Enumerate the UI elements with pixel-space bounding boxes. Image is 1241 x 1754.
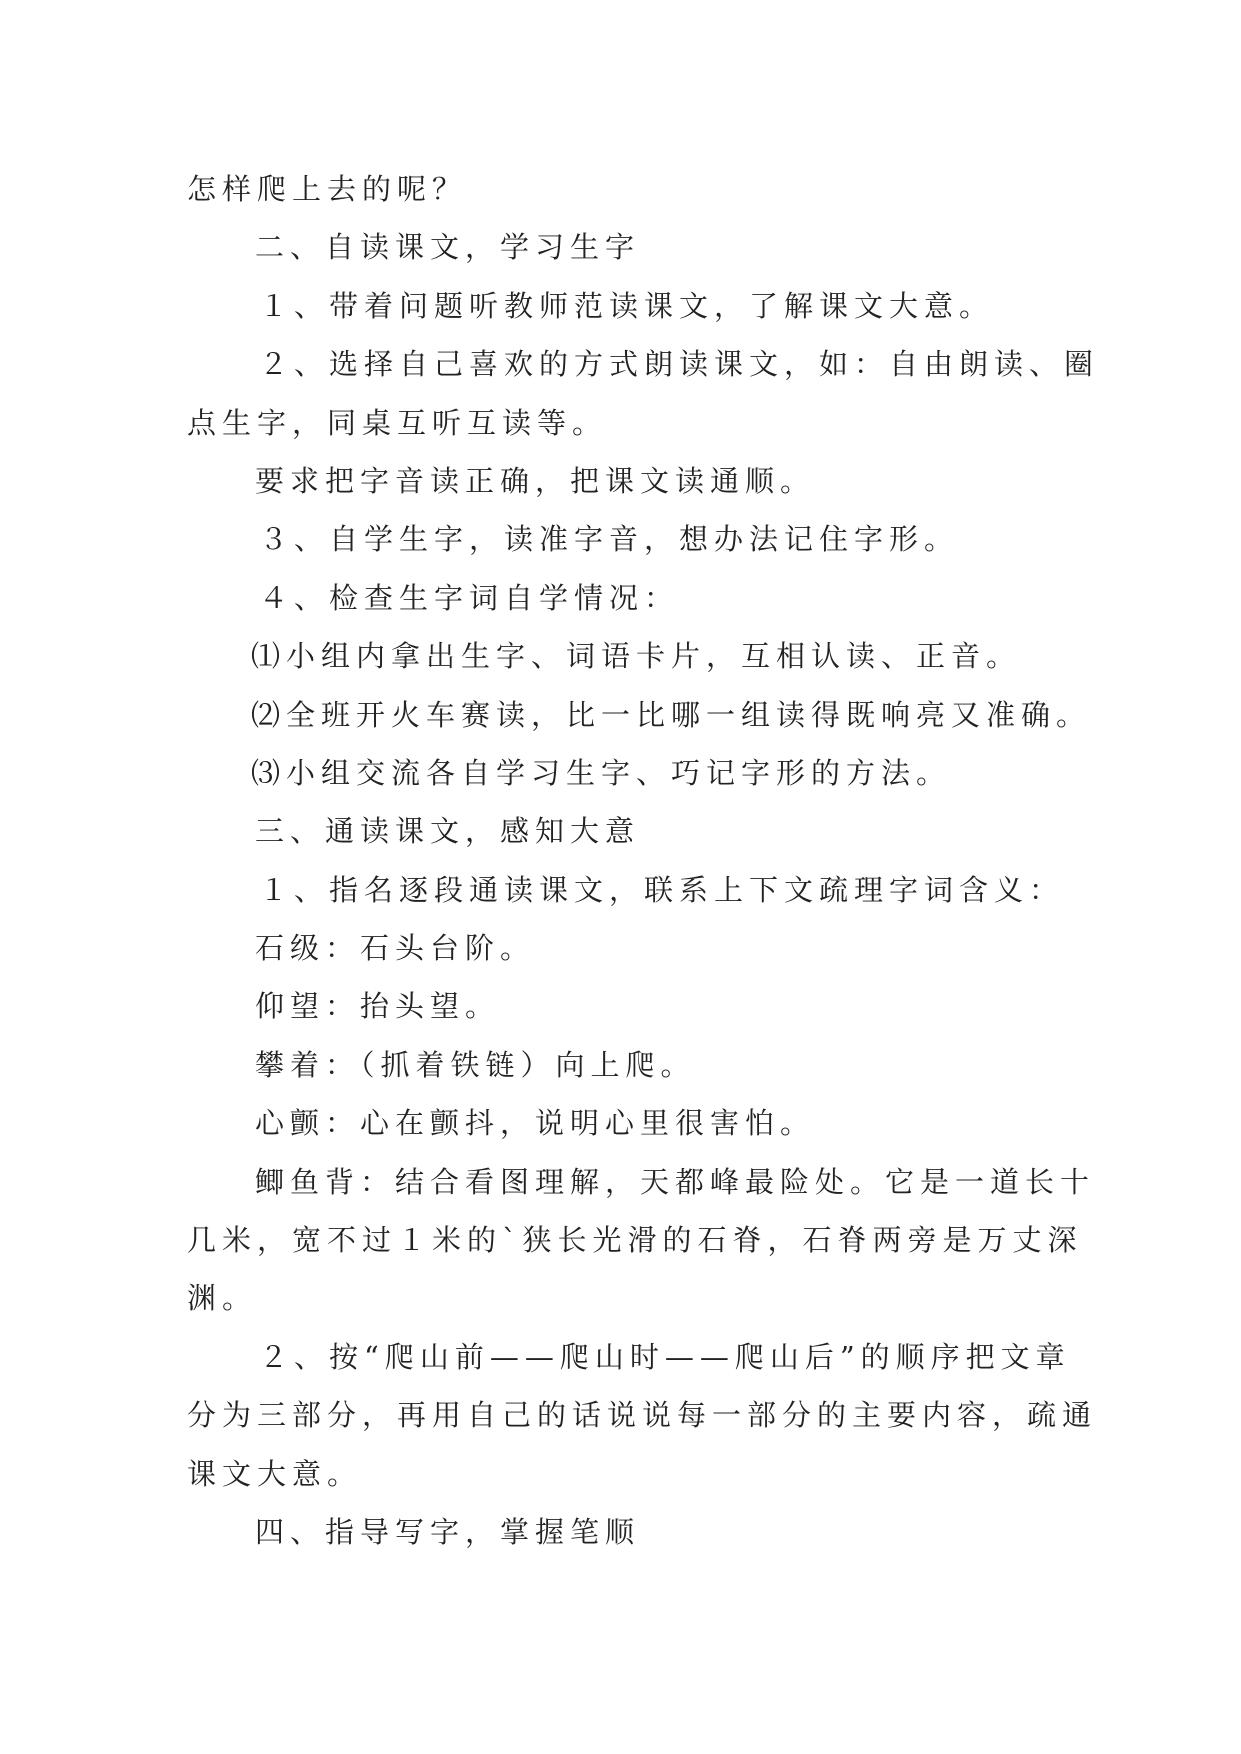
paragraph-line: 几米，宽不过１米的`狭长光滑的石脊，石脊两旁是万丈深 [187,1223,1083,1258]
paragraph-line: ⑵全班开火车赛读，比一比哪一组读得既响亮又准确。 [251,697,1092,732]
paragraph-line: 鲫鱼背：结合看图理解，天都峰最险处。它是一道长十 [255,1164,1096,1199]
paragraph-line: ⑴小组内拿出生字、词语卡片，互相认读、正音。 [251,639,1022,674]
paragraph-line: １、指名逐段通读课文，联系上下文疏理字词含义： [259,872,1065,907]
section-heading: 三、通读课文，感知大意 [255,814,641,849]
paragraph-line: 点生字，同桌互听互读等。 [187,405,608,440]
paragraph-line: 分为三部分，再用自己的话说说每一部分的主要内容，疏通 [187,1398,1098,1433]
paragraph-line: ⑶小组交流各自学习生字、巧记字形的方法。 [251,755,952,790]
section-heading: 二、自读课文，学习生字 [255,230,641,265]
document-body [187,160,1100,1561]
paragraph-line: 石级：石头台阶。 [255,931,536,966]
paragraph-line: 渊。 [187,1281,258,1316]
paragraph-line: ２、选择自己喜欢的方式朗读课文，如：自由朗读、圈 [259,347,1100,382]
paragraph-line: ２、按“爬山前——爬山时——爬山后”的顺序把文章 [259,1339,1071,1374]
paragraph-line: 攀着：（抓着铁链）向上爬。 [255,1047,696,1082]
paragraph-line: 仰望：抬头望。 [255,989,501,1024]
paragraph-line: 课文大意。 [187,1456,363,1491]
paragraph-line: 要求把字音读正确，把课文读通顺。 [255,463,816,498]
paragraph-line: 怎样爬上去的呢？ [187,172,468,206]
paragraph-line: ４、检查生字词自学情况： [259,580,680,615]
paragraph-line: 心颤：心在颤抖，说明心里很害怕。 [255,1106,816,1141]
section-heading: 四、指导写字，掌握笔顺 [255,1514,641,1549]
paragraph-line: ３、自学生字，读准字音，想办法记住字形。 [259,522,960,557]
paragraph-line: １、带着问题听教师范读课文，了解课文大意。 [259,288,995,323]
